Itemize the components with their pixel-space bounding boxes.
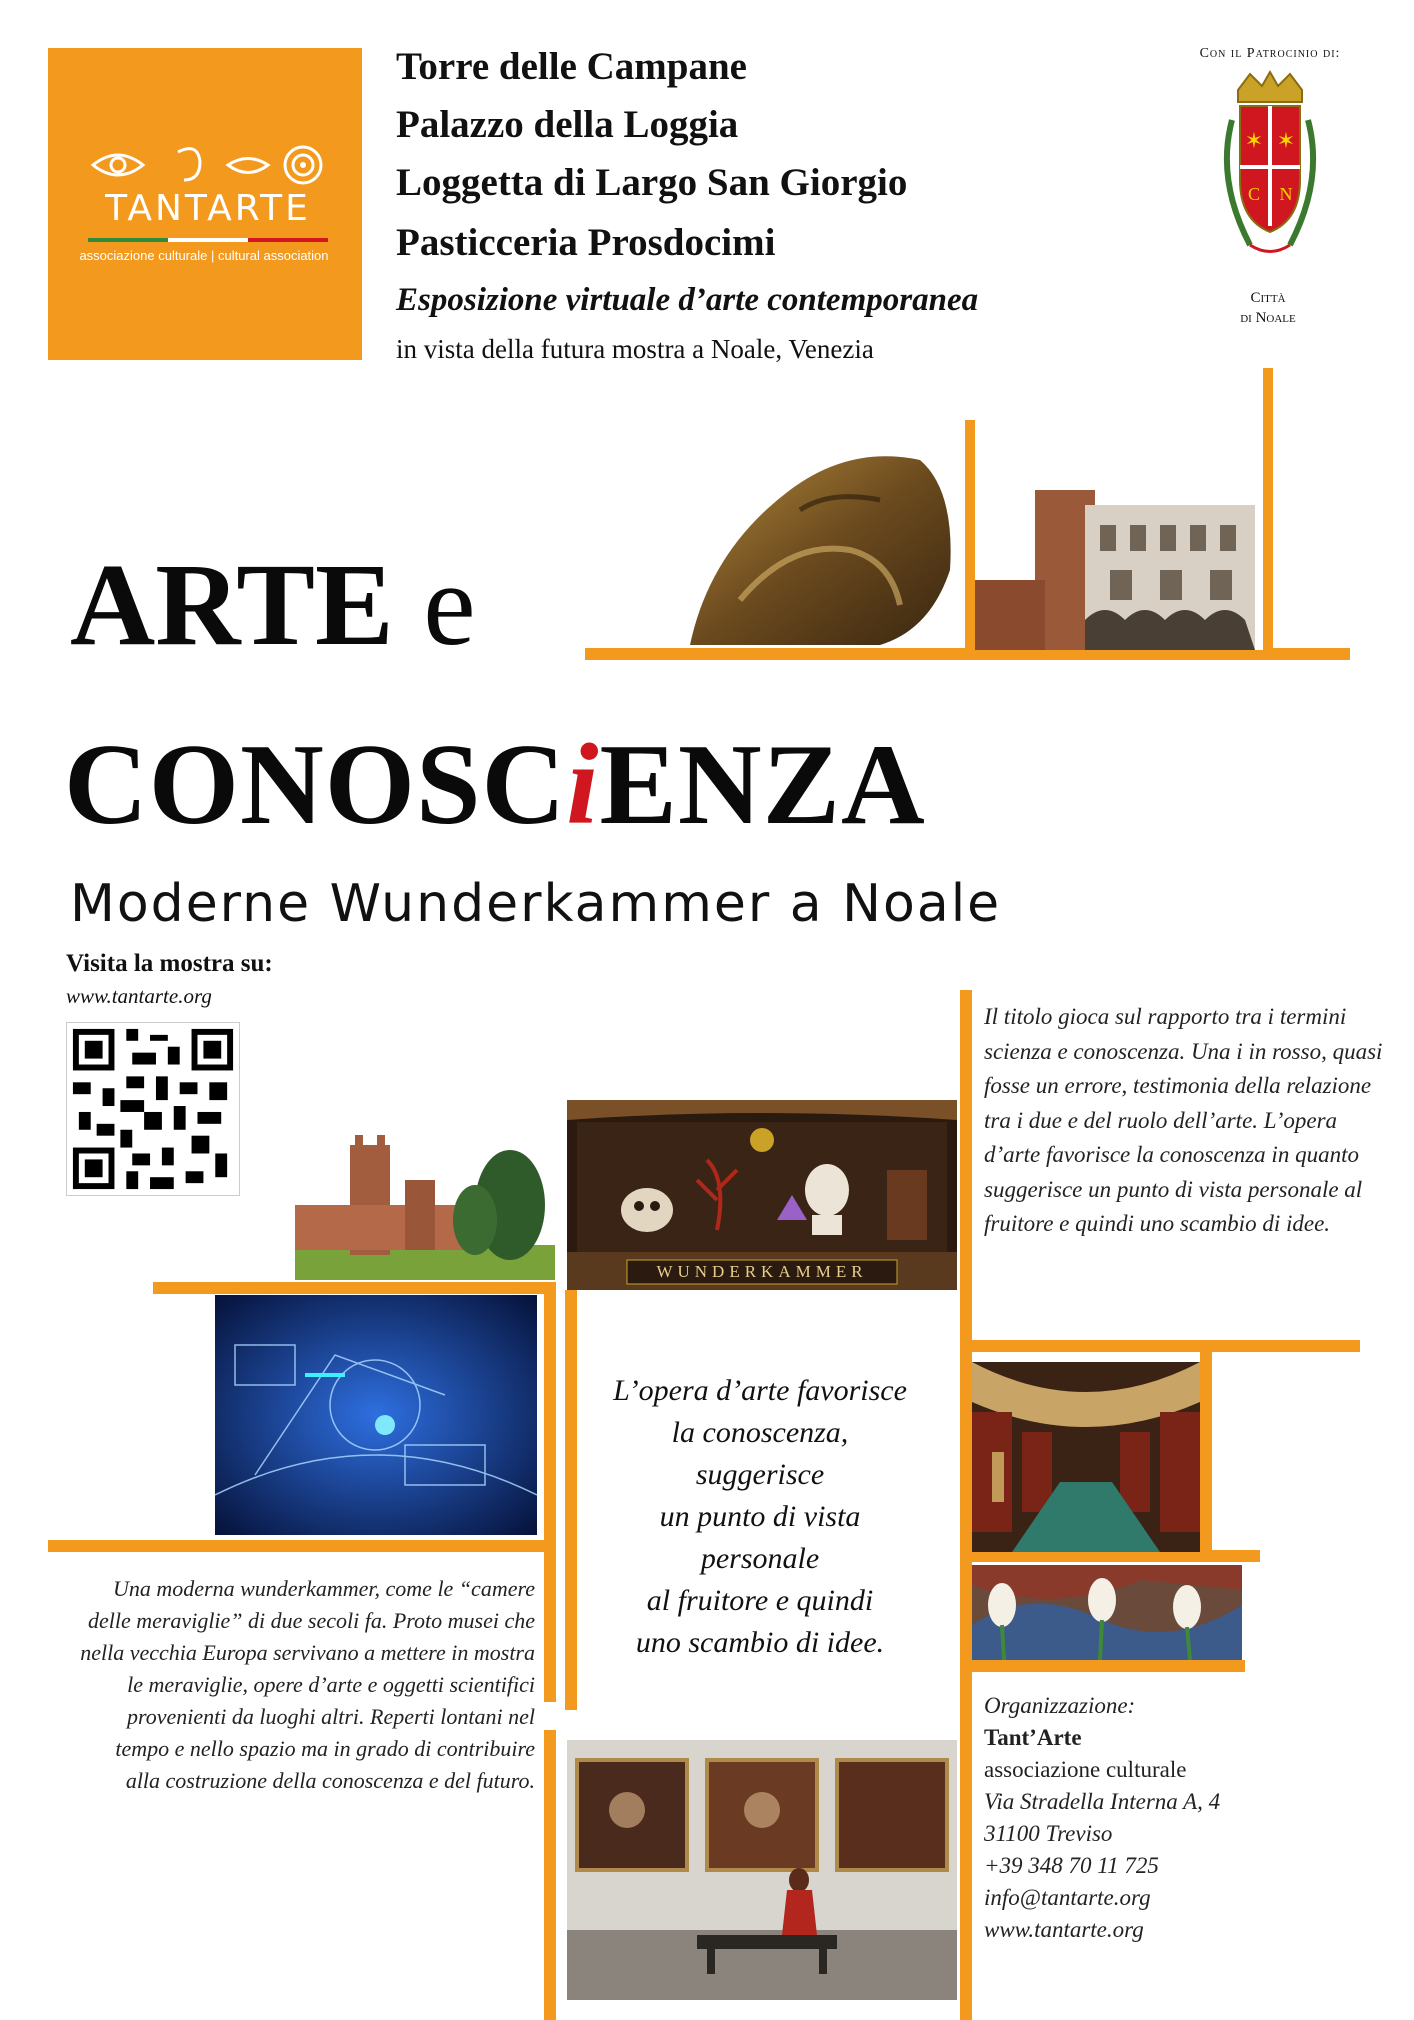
logo-wordmark: TANTARTE [105,188,311,229]
frame-bar [1200,1350,1212,1550]
venue-3: Loggetta di Largo San Giorgio [396,161,908,204]
org-label: Organizzazione: [984,1693,1136,1718]
city-name [1198,288,1338,328]
frame-bar [48,1540,556,1552]
quote-line: la conoscenza, [671,1416,849,1449]
frame-bar [544,1282,556,1702]
quote-line: L’opera d’arte favorisce [613,1374,907,1407]
crest-letter-c: C [1247,184,1261,204]
logo-tagline: associazione culturale | cultural association [79,248,329,263]
exhibition-subline: in vista della futura mostra a Noale, Venezia [396,334,874,364]
italian-flag-stripe [88,238,328,242]
quote-line: suggerisce [695,1458,825,1491]
svg-text:✶: ✶ [1276,129,1296,154]
visit-label: Visita la mostra su: [66,950,273,977]
bronze-sculpture-image [680,430,960,650]
wunderkammer-caption: WUNDERKAMMER [656,1262,868,1281]
right-description: Il titolo gioca sul rapporto tra i termini scienza e conoscenza. Una i in rosso, quasi fosse un errore, testimonia della relazione tra i due e del ruolo dell’arte. L’opera d’arte favorisce la conoscenza in quanto suggerisce un punto di vista personale al fruitore e quindi uno scambio di idee. [984,1004,1383,1236]
subtitle: Moderne Wunderkammer a Noale [70,874,1002,934]
title-e: e [423,539,476,670]
frame-bar [960,990,972,2020]
wunderkammer-image [567,1100,957,1290]
frame-bar [965,420,975,656]
frame-bar [1263,368,1273,656]
title-conosc: CONOSC [64,721,567,849]
patronage-label: Con il Patrocinio di: [1199,46,1341,61]
palazzo-loggia-image [975,480,1263,650]
frame-bar [960,1660,1245,1672]
main-title-line-2 [64,720,926,850]
crest-letter-n: N [1279,184,1293,204]
organization-block [984,1690,1364,1946]
museum-gallery-image [567,1740,957,2000]
eye-ear-lips-icon [88,140,328,190]
svg-text:✶: ✶ [1244,129,1264,154]
org-email[interactable]: info@tantarte.org [984,1885,1151,1910]
left-description: Una moderna wunderkammer, come le “camere delle meraviglie” di due secoli fa. Proto musei che nella vecchia Europa servivano a mettere in mostra le meraviglie, opere d’arte e oggetti scientifici provenienti da luoghi altri. Reperti lontani nel tempo e nello spazio ma in grado di contribuire alla costruzione della conoscenza e del futuro. [80,1576,535,1793]
venue-2: Palazzo della Loggia [396,103,739,146]
castle-ruins-image [295,1125,555,1280]
science-formulas-image [215,1295,537,1535]
qr-code-icon[interactable] [66,1022,240,1196]
exhibition-title: Esposizione virtuale d’arte contemporanea [396,282,979,318]
title-red-i: i [566,721,600,849]
venue-4: Pasticceria Prosdocimi [396,221,776,264]
city-line-1: Città [1250,290,1286,306]
quote-line: uno scambio di idee. [635,1626,885,1659]
org-address: Via Stradella Interna A, 4 [984,1789,1221,1814]
main-title-line-1 [70,540,476,670]
title-arte: ARTE [70,539,394,670]
frame-bar [153,1282,556,1294]
central-quote [565,1370,955,1664]
title-enza: ENZA [599,721,926,849]
org-city: 31100 Treviso [984,1821,1113,1846]
quote-line: al fruitore e quindi [646,1584,874,1617]
quote-line: un punto di vista [659,1500,861,1533]
tulip-painting-image [972,1565,1242,1660]
city-line-2: di Noale [1240,310,1296,326]
tantarte-logo [48,48,362,360]
frame-bar [960,1340,1360,1352]
org-phone[interactable]: +39 348 70 11 725 [984,1853,1159,1878]
org-name: Tant’Arte [984,1725,1082,1750]
org-web[interactable]: www.tantarte.org [984,1917,1144,1942]
library-hall-image [972,1362,1200,1552]
frame-bar [544,1730,556,2020]
visit-url[interactable]: www.tantarte.org [66,984,212,1008]
quote-line: personale [700,1542,820,1575]
venue-1: Torre delle Campane [396,45,747,88]
noale-crest-icon [1210,70,1330,290]
org-type: associazione culturale [984,1757,1187,1782]
